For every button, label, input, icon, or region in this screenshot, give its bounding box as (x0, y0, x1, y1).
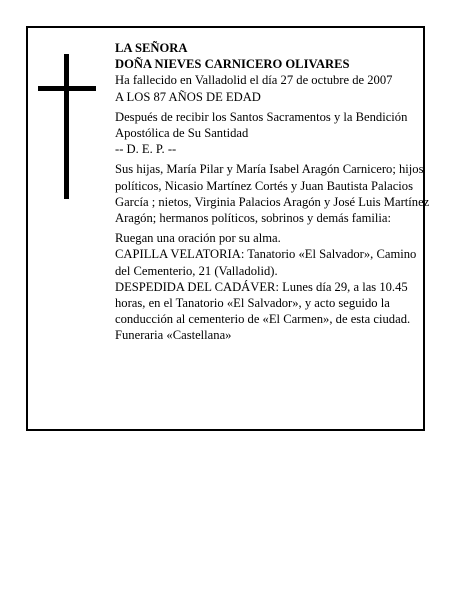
funeral-home: Funeraria «Castellana» (115, 328, 232, 343)
farewell-info: DESPEDIDA DEL CADÁVER: Lunes día 29, a las 10.45 horas, en el Tanatorio «El Salvador», y acto seguido la conducción al cementerio de «El Carmen», de esta ciudad. (115, 279, 411, 327)
age-statement: A LOS 87 AÑOS DE EDAD (115, 89, 261, 104)
sacraments-statement: Después de recibir los Santos Sacramentos y la Bendición Apostólica de Su Santidad (115, 109, 408, 141)
family-list: Sus hijas, María Pilar y María Isabel Aragón Carnicero; hijos políticos, Nicasio Martínez Cortés y Juan Bautista Palacios García ; nietos, Virginia Palacios Aragón y José Luis Martínez Aragón; hermanos políticos, sobrinos y demás familia: (115, 162, 430, 226)
cross-icon (38, 54, 100, 199)
obituary-card (26, 26, 430, 431)
death-statement: Ha fallecido en Valladolid el día 27 de octubre de 2007 (115, 73, 393, 88)
deceased-name: DOÑA NIEVES CARNICERO OLIVARES (115, 57, 350, 72)
chapel-info: CAPILLA VELATORIA: Tanatorio «El Salvador», Camino del Cementerio, 21 (Valladolid). (115, 247, 417, 278)
prayer-request: Ruegan una oración por su alma. (115, 231, 281, 246)
notice-title: LA SEÑORA (115, 41, 188, 55)
rip-line: -- D. E. P. -- (115, 142, 177, 157)
obituary-text (115, 40, 430, 344)
